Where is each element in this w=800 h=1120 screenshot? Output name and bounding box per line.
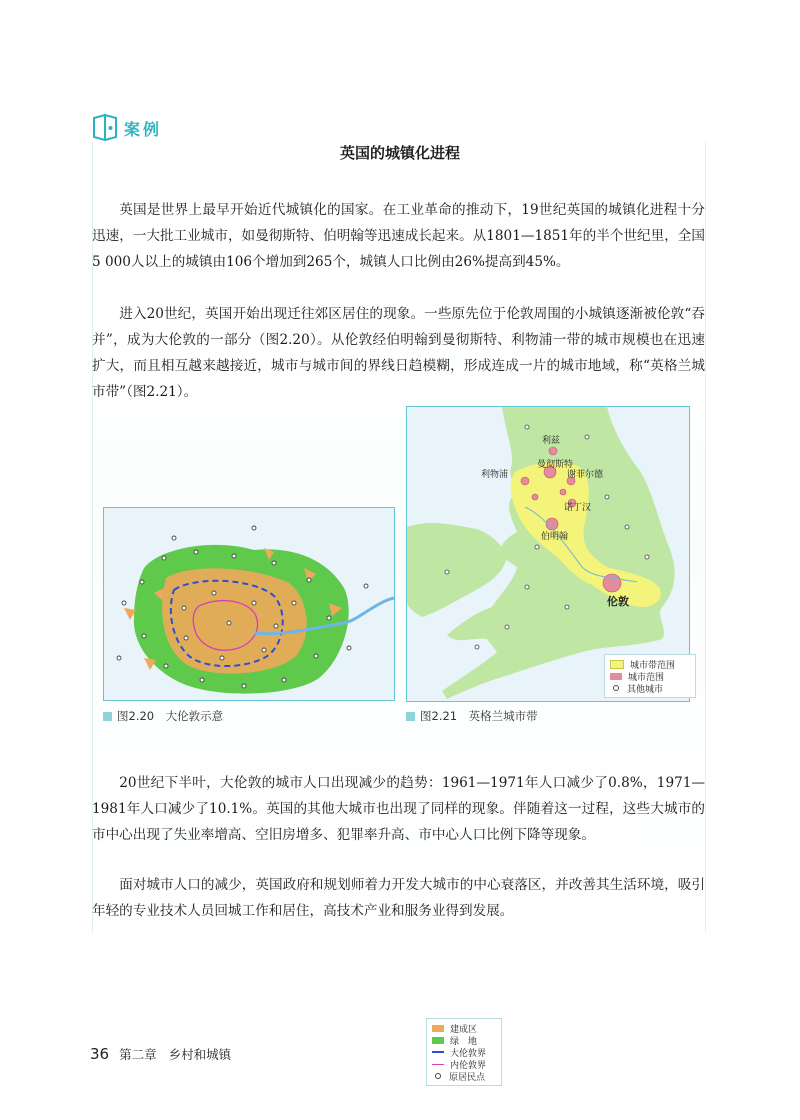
case-box-right-border: [705, 142, 706, 932]
figure-2-21-caption-text: 图2.21 英格兰城市带: [420, 709, 538, 723]
city-label-nottingham: 诺丁汉: [564, 503, 592, 513]
legend-green-space: 绿 地: [450, 1036, 478, 1047]
figure-english-urban-belt-map: [406, 406, 690, 702]
paragraph-3: 20世纪下半叶，大伦敦的城市人口出现减少的趋势：1961—1971年人口减少了0.8%，1971—1981年人口减少了10.1%。英国的其他大城市也出现了同样的现象。伴随着这一过程，这些大城市的市中心出现了失业率增高、空旧房增多、犯罪率升高、市中心人口比例下降等现象。: [92, 774, 705, 843]
case-label: 案例: [124, 119, 163, 139]
caption-square-icon: [103, 712, 112, 721]
inner-boundary-swatch: [432, 1064, 444, 1065]
city-label-leeds: 利兹: [542, 436, 561, 446]
page-number: 36: [90, 1045, 110, 1063]
caption-square-icon: [406, 712, 415, 721]
paragraph-1: 英国是世界上最早开始近代城镇化的国家。在工业革命的推动下，19世纪英国的城镇化进程十分迅速，一大批工业城市，如曼彻斯特、伯明翰等迅速成长起来。从1801—1851年的半个世纪里，全国5 000人以上的城镇由106个增加到265个，城镇人口比例由26%提高到45%。: [92, 201, 705, 270]
outer-boundary-swatch: [432, 1051, 444, 1053]
legend-city-area: 城市范围: [628, 672, 665, 683]
city-label-liverpool: 利物浦: [481, 470, 509, 480]
urban-belt-swatch: [610, 660, 624, 669]
city-label-london: 伦敦: [607, 595, 629, 608]
section-label: 乡村和城镇: [168, 1047, 232, 1062]
legend-built-up: 建成区: [450, 1024, 478, 1035]
legend-settlement: 原居民点: [449, 1072, 486, 1083]
green-space-swatch: [432, 1037, 444, 1044]
city-label-manchester: 曼彻斯特: [537, 460, 574, 470]
urban-belt-legend: [604, 654, 696, 698]
legend-urban-belt: 城市带范围: [630, 660, 676, 671]
city-label-birmingham: 伯明翰: [541, 532, 569, 542]
page-footer: [90, 1045, 231, 1063]
paragraph-4: 面对城市人口的减少，英国政府和规划师着力开发大城市的中心衰落区，并改善其生活环境，吸引年轻的专业技术人员回城工作和居住，高技术产业和服务业得到发展。: [92, 876, 705, 919]
greater-london-map-graphic: [104, 508, 394, 700]
chapter-label: 第二章: [119, 1047, 157, 1062]
case-header: [92, 114, 162, 142]
legend-other-cities: 其他城市: [627, 684, 664, 695]
figure-2-21-caption: [406, 708, 538, 724]
figure-2-20-caption-text: 图2.20 大伦敦示意: [117, 709, 224, 723]
paragraph-2: 进入20世纪，英国开始出现迁往郊区居住的现象。一些原先位于伦敦周围的小城镇逐渐被伦敦“吞并”，成为大伦敦的一部分（图2.20）。从伦敦经伯明翰到曼彻斯特、利物浦一带的城市规模也在迅速扩大，而且相互越来越接近，城市与城市间的界线日趋模糊，形成连成一片的城市地域，称“英格兰城市带”（图2.21）。: [92, 305, 705, 400]
city-area-swatch: [610, 673, 622, 680]
case-title: 英国的城镇化进程: [339, 144, 460, 162]
city-label-sheffield: 谢菲尔德: [567, 470, 604, 480]
other-city-dot-icon: [613, 685, 619, 691]
settlement-dot-icon: [435, 1073, 441, 1079]
london-map-legend: [426, 1018, 502, 1086]
legend-inner-london-boundary: 内伦敦界: [450, 1060, 487, 1071]
built-up-swatch: [432, 1025, 444, 1032]
figure-2-20-caption: [103, 708, 223, 724]
book-icon: [92, 114, 118, 142]
legend-greater-london-boundary: 大伦敦界: [450, 1048, 487, 1059]
